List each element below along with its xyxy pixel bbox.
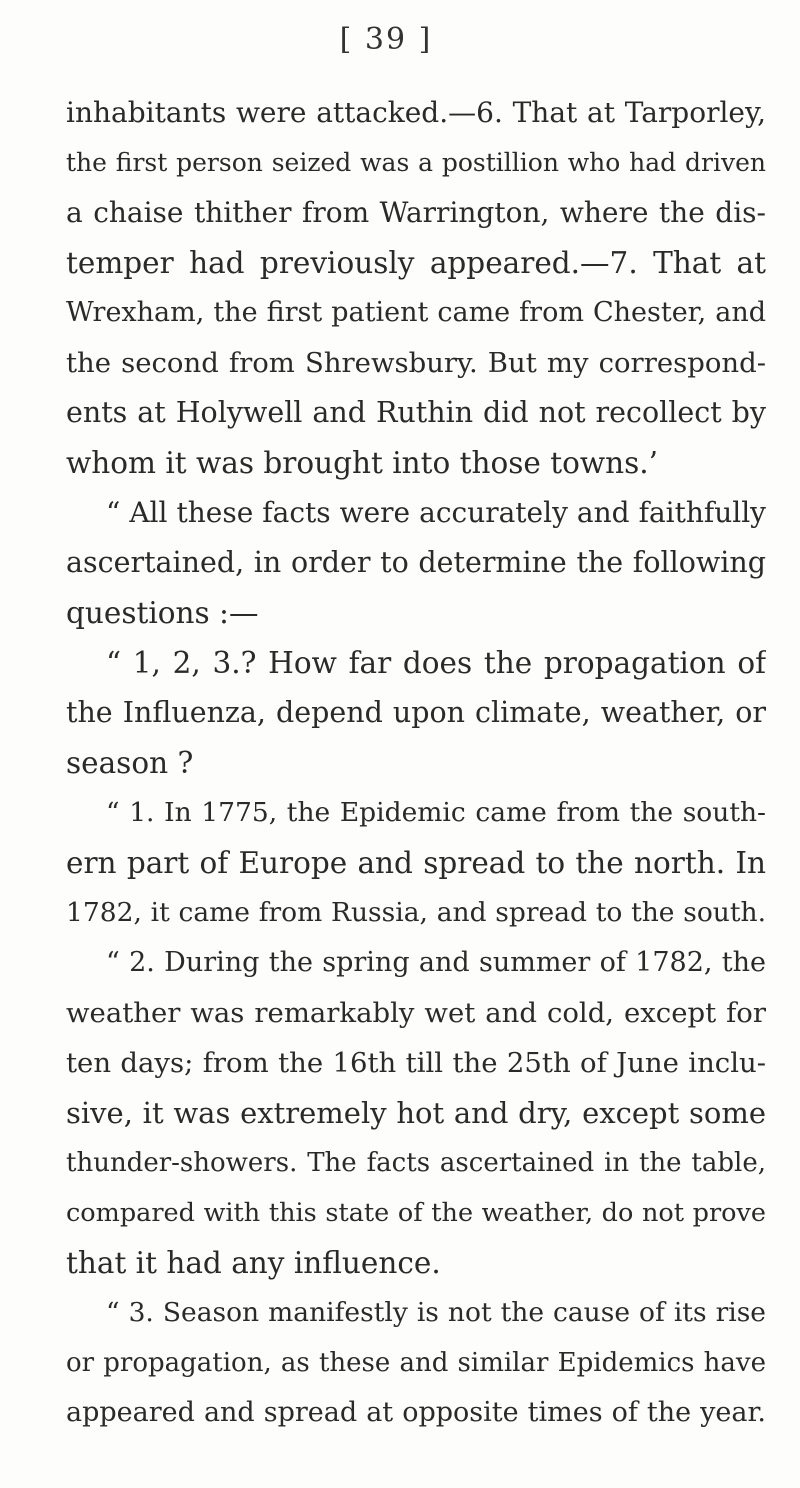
paragraph-start-line: “ 2. During the spring and summer of 1782, the (106, 947, 766, 978)
text-line: season ? (66, 746, 194, 780)
text-line: ern part of Europe and spread to the north. In (66, 846, 766, 880)
text-line: temper had previously appeared.—7. That at (66, 246, 766, 280)
text-line: the Influenza, depend upon climate, weather, or (66, 696, 766, 729)
text-line: ascertained, in order to determine the following (66, 546, 766, 579)
text-line: the first person seized was a postillion who had driven (66, 148, 766, 177)
text-line: or propagation, as these and similar Epidemics have (66, 1348, 766, 1378)
text-line: appeared and spread at opposite times of the year. (66, 1397, 766, 1428)
paragraph-start-line: “ All these facts were accurately and faithfully (106, 496, 766, 529)
text-line: thunder-showers. The facts ascertained in the table, (66, 1148, 766, 1178)
text-line: whom it was brought into those towns.’ (66, 446, 659, 480)
text-line: ten days; from the 16th till the 25th of June inclu- (66, 1047, 766, 1079)
paragraph-start-line: “ 1, 2, 3.? How far does the propagation of (106, 646, 766, 680)
text-line: weather was remarkably wet and cold, except for (66, 997, 766, 1029)
text-line: 1782, it came from Russia, and spread to the south. (66, 897, 766, 928)
text-line: Wrexham, the first patient came from Chester, and (66, 297, 766, 328)
text-line: a chaise thither from Warrington, where the dis- (66, 196, 766, 229)
text-line: ents at Holywell and Ruthin did not recollect by (66, 396, 766, 429)
text-line: that it had any influence. (66, 1246, 441, 1280)
body-text (66, 88, 766, 1438)
text-line: sive, it was extremely hot and dry, except some (66, 1096, 766, 1130)
page-number: [ 39 ] (339, 22, 433, 57)
paragraph-start-line: “ 3. Season manifestly is not the cause of its rise (106, 1297, 766, 1328)
text-line: questions :— (66, 596, 259, 630)
text-line: compared with this state of the weather, do not prove (66, 1198, 766, 1228)
text-line: inhabitants were attacked.—6. That at Tarporley, (66, 96, 766, 129)
text-line: the second from Shrewsbury. But my correspond- (66, 347, 766, 379)
paragraph-start-line: “ 1. In 1775, the Epidemic came from the south- (106, 797, 766, 828)
